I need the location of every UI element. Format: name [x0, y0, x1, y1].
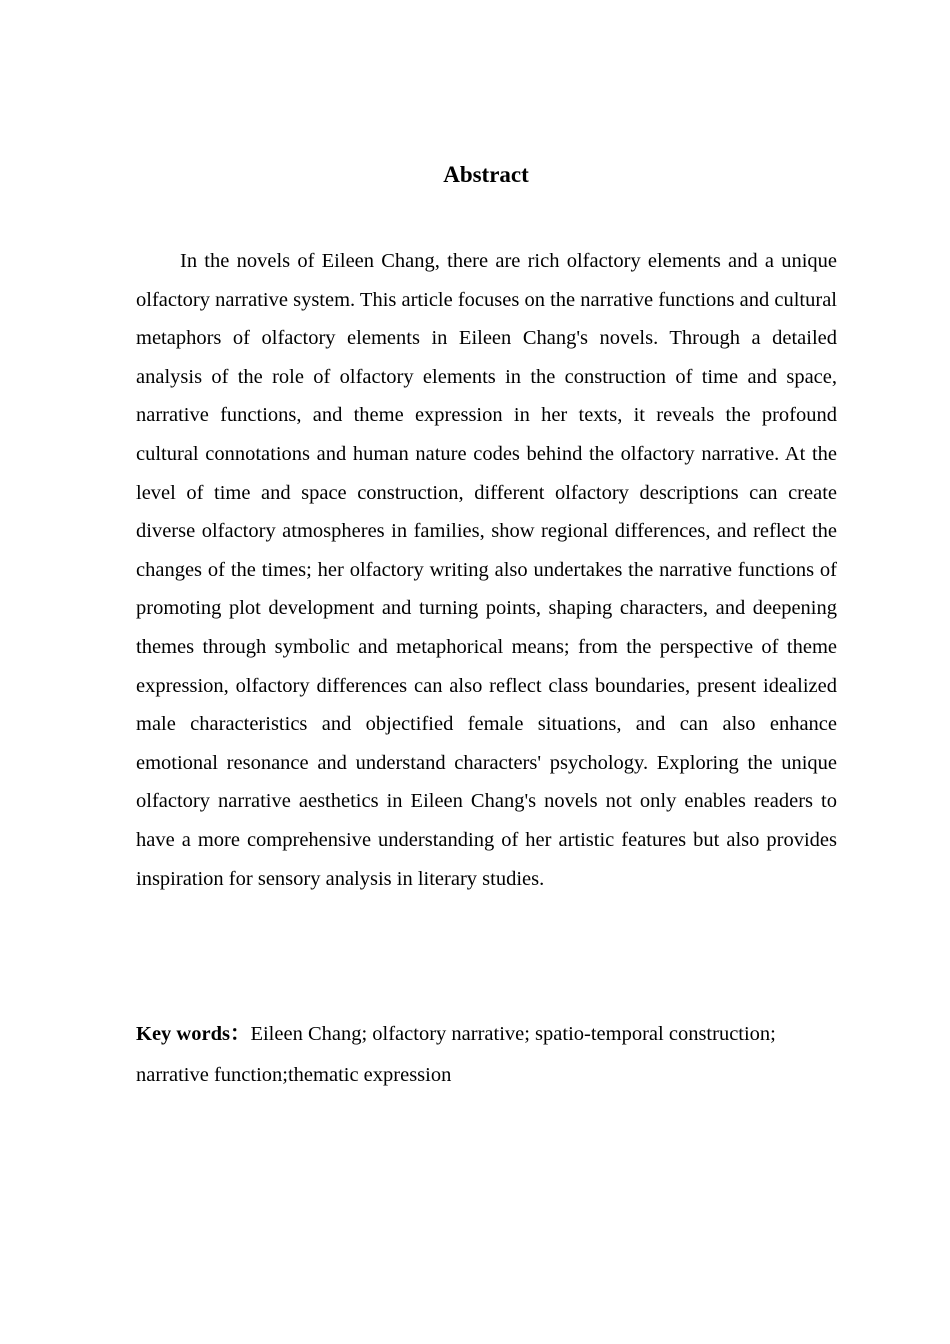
keywords-text: Eileen Chang; olfactory narrative; spatio-temporal construction; narrative function;thematic expression — [136, 1023, 776, 1086]
abstract-title: Abstract — [443, 162, 529, 187]
keywords-label: Key words： — [136, 1023, 251, 1045]
abstract-body: In the novels of Eileen Chang, there are rich olfactory elements and a unique olfactory narrative system. This article focuses on the narrative functions and cultural metaphors of olfactory elements in Eileen Chang's novels. Through a detailed analysis of the role of olfactory elements in the construction of time and space, narrative functions, and theme expression in her texts, it reveals the profound cultural connotations and human nature codes behind the olfactory narrative. At the level of time and space construction, different olfactory descriptions can create diverse olfactory atmospheres in families, show regional differences, and reflect the changes of the times; her olfactory writing also undertakes the narrative functions of promoting plot development and turning points, shaping characters, and deepening themes through symbolic and metaphorical means; from the perspective of theme expression, olfactory differences can also reflect class boundaries, present idealized male characteristics and objectified female situations, and can also enhance emotional resonance and understand characters' psychology. Exploring the unique olfactory narrative aesthetics in Eileen Chang's novels not only enables readers to have a more comprehensive understanding of her artistic features but also provides inspiration for sensory analysis in literary studies. — [136, 250, 837, 890]
keywords-line — [136, 1014, 837, 1096]
